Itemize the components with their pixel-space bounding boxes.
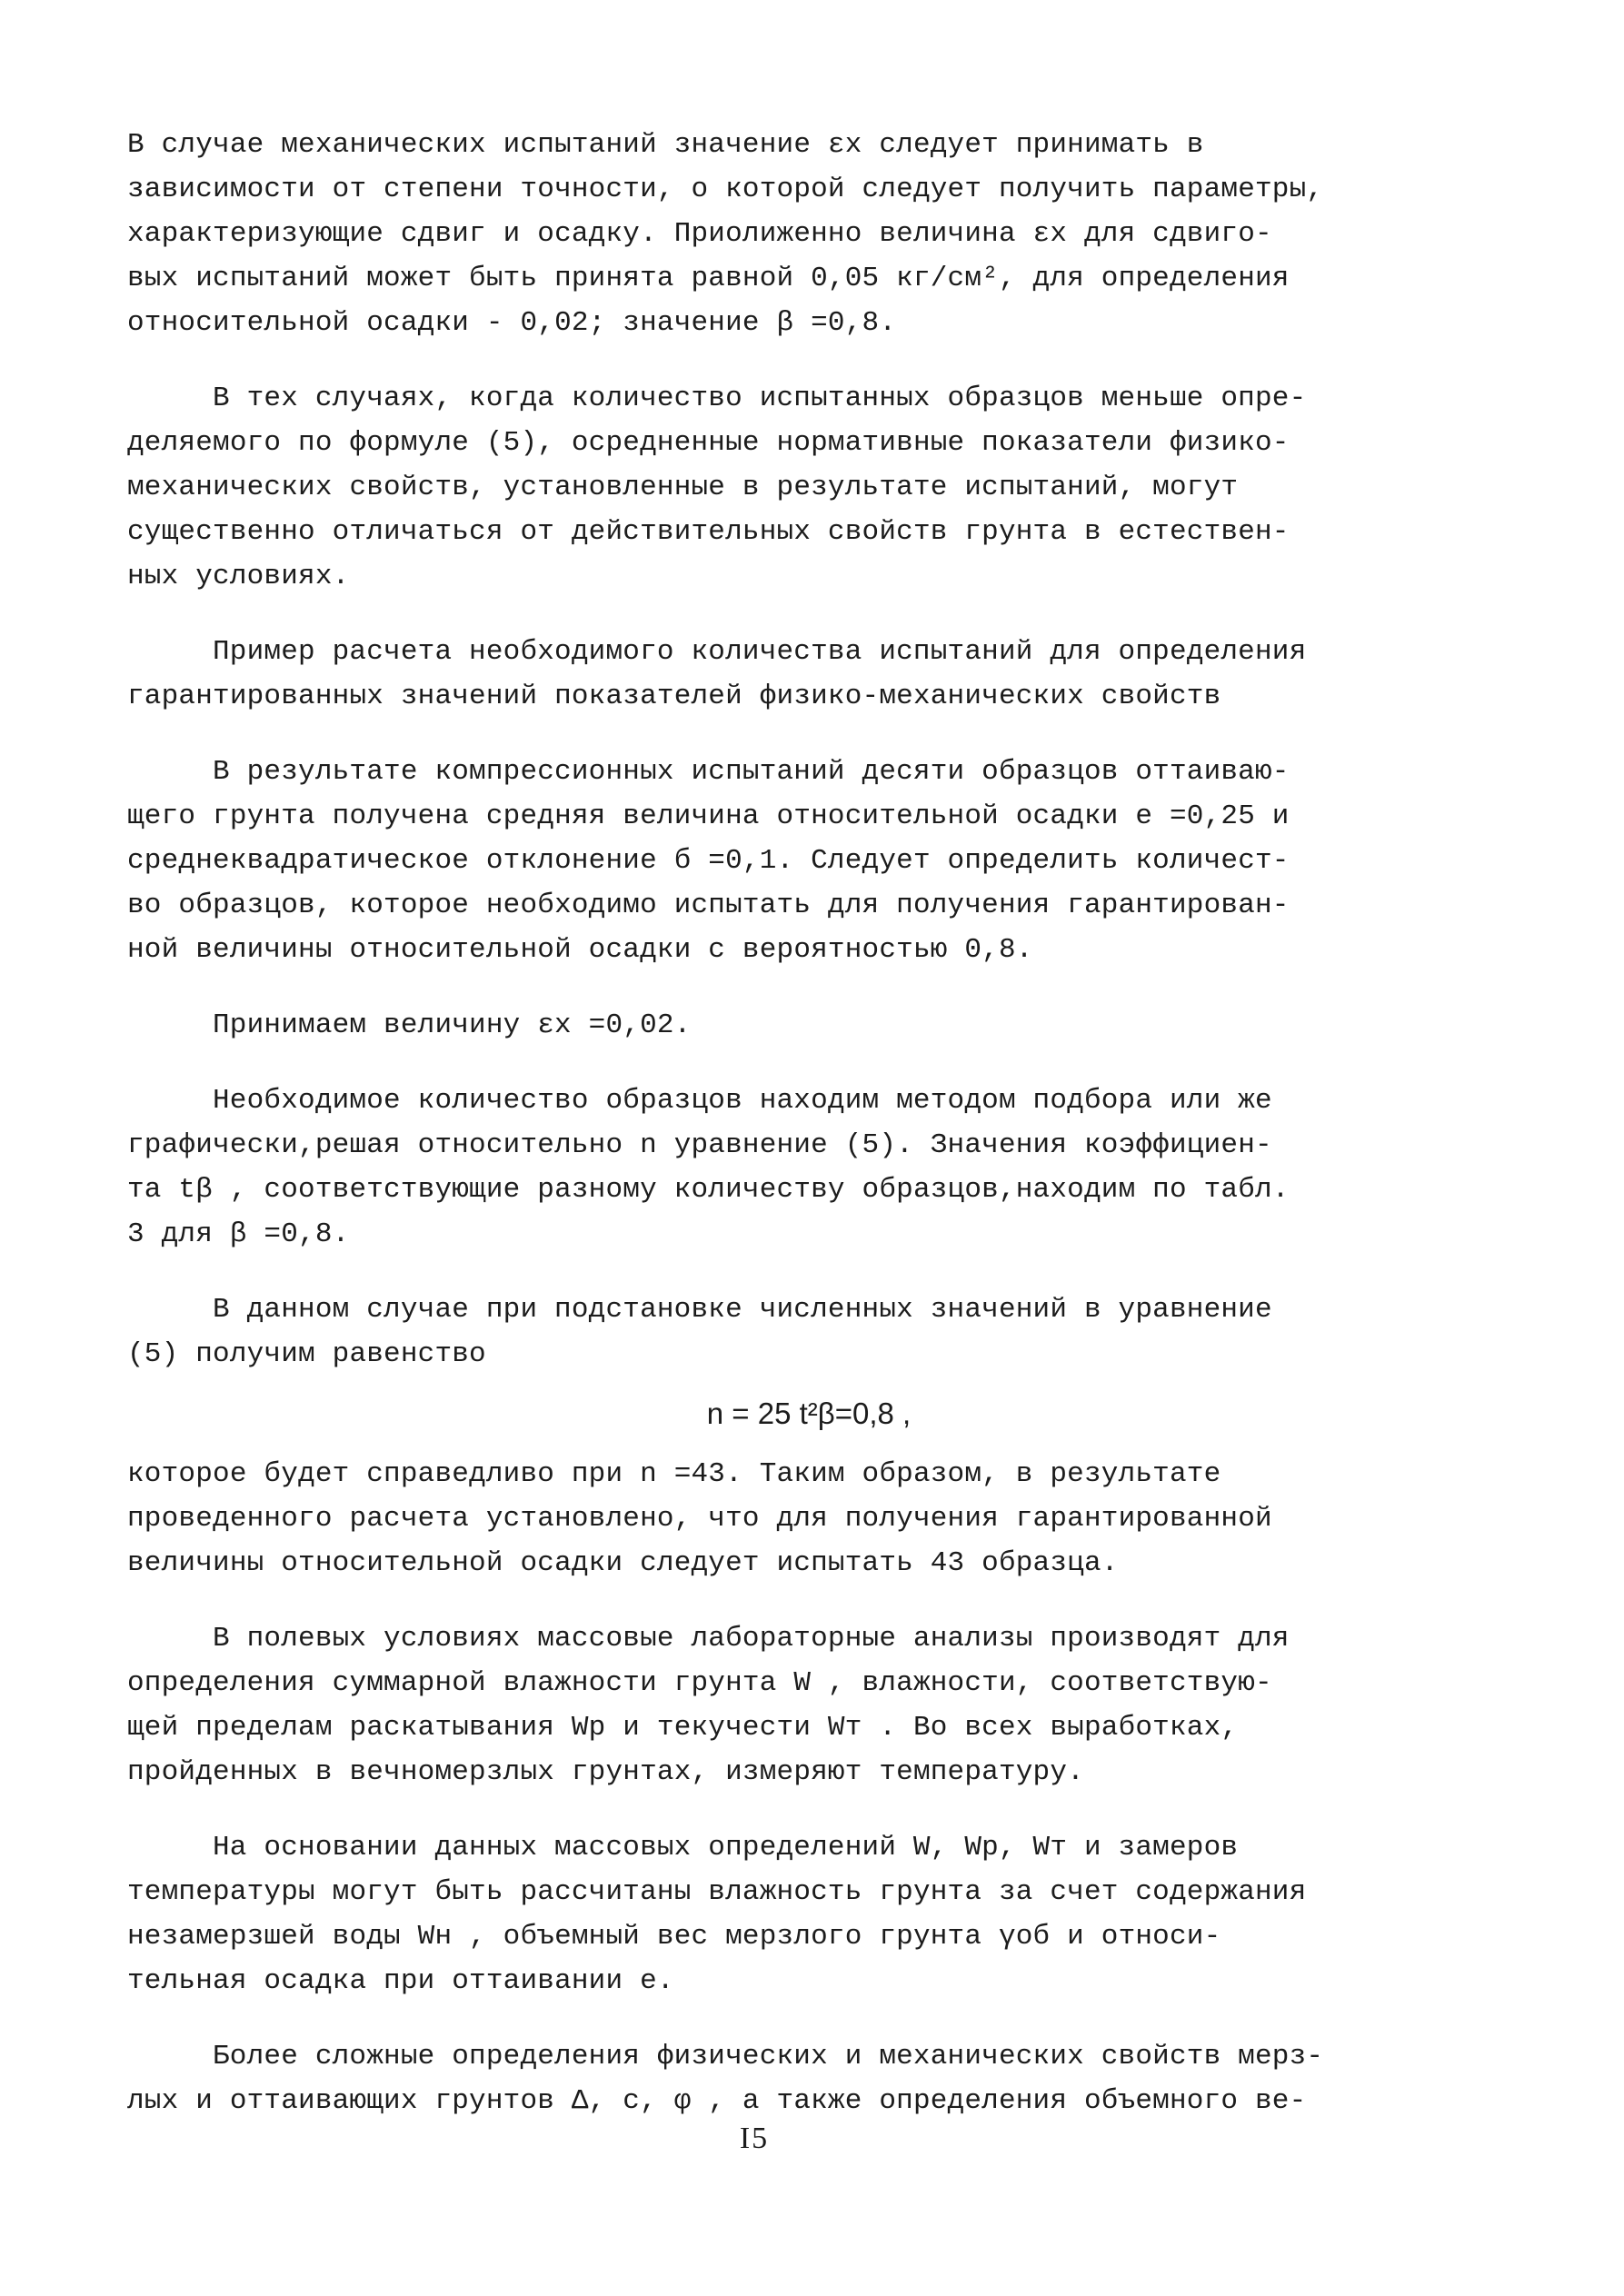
paragraph-accept-value: Принимаем величину εх =0,02.	[213, 1009, 692, 1041]
paragraph-mass-determinations: На основании данных массовых определений W, Wр, Wт и замеров температуры могут быть рассчитаны влажность грунта за счет содержания незамерзшей воды Wн , объемный вес мерзлого грунта γоб и относи- тельная осадка при оттаивании е.	[127, 1832, 1307, 1997]
page-number: I5	[739, 2122, 770, 2155]
paragraph-mechanical-tests: В случае механических испытаний значение εх следует принимать в зависимости от степени точности, о которой следует получить параметры, характеризующие сдвиг и осадку. Приолиженно величина εх для сдвиго- вых испытаний может быть принята равной 0,05 кг/см², для определения относительной осадки - 0,02; значение β =0,8.	[127, 129, 1324, 339]
paragraph-substitution: В данном случае при подстановке численных значений в уравнение (5) получим равенство	[127, 1294, 1272, 1370]
paragraph-field-conditions: В полевых условиях массовые лабораторные анализы производят для определения суммарной влажности грунта W , влажности, соответствую- щей пределам раскатывания Wр и текучести Wт . Во всех выработках, пройденных в вечномерзлых грунтах, измеряют температуру.	[127, 1623, 1290, 1788]
paragraph-example-heading: Пример расчета необходимого количества испытаний для определения гарантированных значений показателей физико-механических свойств	[127, 636, 1307, 712]
paragraph-sample-count-method: Необходимое количество образцов находим методом подбора или же графически,решая относительно n уравнение (5). Значения коэффициен- та tβ , соответствующие разному количеству образцов,находим по табл. 3 для β =0,8.	[127, 1085, 1290, 1250]
document-page	[127, 123, 1381, 2212]
formula-sample-count: n = 25 t²β=0,8 ,	[706, 1396, 912, 1430]
paragraph-result: которое будет справедливо при n =43. Таким образом, в результате проведенного расчета установлено, что для получения гарантированной величины относительной осадки следует испытать 43 образца.	[127, 1458, 1272, 1579]
paragraph-compression-results: В результате компрессионных испытаний десяти образцов оттаиваю- щего грунта получена средняя величина относительной осадки е =0,25 и среднеквадратическое отклонение б =0,1. Следует определить количест- во образцов, которое необходимо испытать для получения гарантирован- ной величины относительной осадки с вероятностью 0,8.	[127, 756, 1290, 966]
paragraph-complex-determinations: Более сложные определения физических и механических свойств мерз- лых и оттаивающих грунтов Δ, с, φ , а также определения объемного ве-	[127, 2041, 1324, 2117]
paragraph-insufficient-samples: В тех случаях, когда количество испытанных образцов меньше опре- деляемого по формуле (5), осредненные нормативные показатели физико- механических свойств, установленные в результате испытаний, могут существенно отличаться от действительных свойств грунта в естествен- ных условиях.	[127, 383, 1307, 592]
